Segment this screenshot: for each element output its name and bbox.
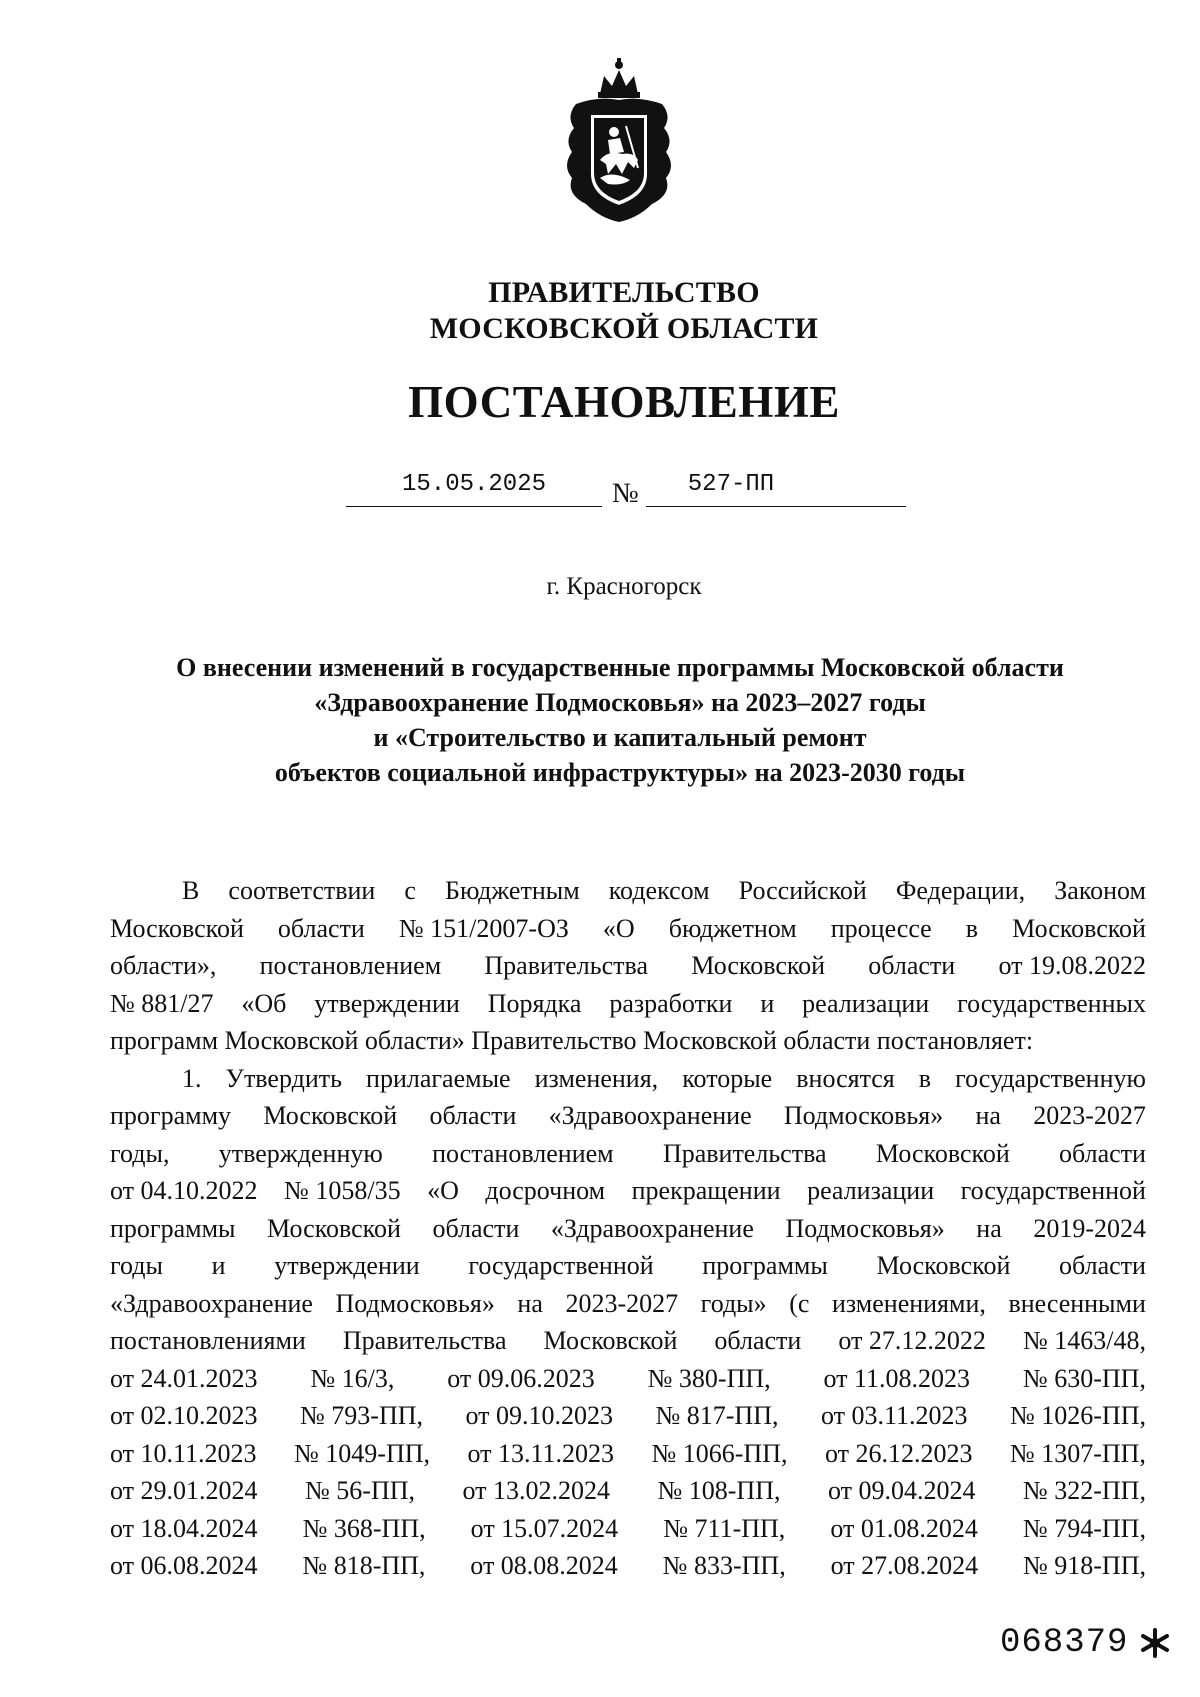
body-word: Московской (875, 1138, 1010, 1168)
body-word: области (432, 1213, 520, 1243)
body-word: соответствии (228, 876, 376, 905)
body-word: № 380-ПП, (647, 1363, 771, 1393)
body-word: от 13.11.2023 (467, 1438, 615, 1468)
body-word: «Здравоохранение (548, 1101, 752, 1130)
body-word: годы» (700, 1288, 767, 1318)
body-word: вносятся (796, 1063, 895, 1093)
body-word: Московской (876, 1251, 1011, 1280)
title-line: «Здравоохранение Подмосковья» на 2023–2027 годы (314, 688, 926, 717)
body-word: постановлениями (110, 1326, 306, 1355)
body-word: программу (110, 1101, 232, 1130)
body-word: годы (110, 1251, 163, 1280)
body-word: программы (110, 1213, 236, 1243)
city: г. Красногорск (546, 573, 702, 600)
body-word: Московской (1012, 913, 1146, 943)
body-word: Московской (263, 1101, 398, 1130)
body-word: (с (789, 1288, 810, 1318)
body-line (110, 985, 1146, 1023)
body-word: реализации (802, 988, 930, 1018)
body-word: утверждении (314, 988, 460, 1018)
body-word: которые (682, 1063, 773, 1093)
body-word: «О (602, 913, 635, 943)
form-serial-number: 068379 (1000, 1624, 1129, 1662)
body-word: 2023-2027 (565, 1288, 679, 1318)
org-name-line-1: ПРАВИТЕЛЬСТВО (488, 276, 760, 309)
body-line (110, 872, 1146, 910)
body-word: области (429, 1101, 517, 1130)
body-word: от 26.12.2023 (824, 1438, 973, 1468)
body-word: от 02.10.2023 (110, 1401, 258, 1430)
body-word: № 368-ПП, (302, 1513, 426, 1543)
body-line (110, 1360, 1146, 1398)
body-word: процессе (830, 913, 932, 943)
body-line (110, 1247, 1146, 1285)
body-word: № 151/2007-ОЗ (398, 913, 569, 943)
body-word: от 29.01.2024 (110, 1476, 258, 1505)
body-line (110, 1097, 1146, 1135)
body-word: с (404, 876, 416, 905)
body-word: № 1026-ПП, (1009, 1401, 1146, 1430)
document-date: 15.05.2025 (401, 471, 547, 498)
body-word: от 09.06.2023 (447, 1363, 595, 1393)
body-word: от 01.08.2024 (830, 1513, 978, 1543)
body-word: «Здравоохранение (110, 1288, 313, 1318)
body-word: внесенными (1008, 1288, 1146, 1318)
body-word: № 881/27 (110, 988, 214, 1018)
body-word: Российской (738, 876, 867, 905)
asterisk-icon (1138, 1626, 1172, 1660)
body-word: Правительства (342, 1326, 507, 1355)
body-word: постановлением (259, 951, 442, 980)
body-word: изменения, (534, 1063, 659, 1093)
body-word: постановлением (432, 1138, 614, 1168)
document-body (110, 872, 1146, 1585)
body-word: № 817-ПП, (655, 1401, 779, 1430)
body-word: 1. (182, 1063, 202, 1093)
body-word: от 19.08.2022 (998, 951, 1146, 980)
body-word: государственных (957, 988, 1146, 1018)
body-line (110, 1435, 1146, 1473)
body-word: прилагаемые (366, 1063, 511, 1093)
body-word: области (277, 913, 365, 943)
body-word: от 15.07.2024 (470, 1513, 619, 1543)
body-word: Законом (1054, 876, 1146, 905)
body-word: государственной (960, 1176, 1146, 1205)
body-word: «Об (241, 988, 287, 1018)
document-type: ПОСТАНОВЛЕНИЕ (408, 377, 840, 427)
body-word: области (714, 1326, 802, 1355)
number-underline (646, 506, 906, 507)
title-line: О внесении изменений в государственные программы Московской области (176, 653, 1064, 682)
body-word: № 322-ПП, (1022, 1476, 1146, 1505)
body-word: Московской (691, 951, 826, 980)
body-word: Бюджетным (445, 876, 580, 905)
body-word: № 56-ПП, (304, 1476, 416, 1505)
body-word: на (517, 1288, 543, 1318)
body-word: и (760, 988, 775, 1018)
body-line (110, 947, 1146, 985)
body-word: Московской (543, 1326, 678, 1355)
body-word: от 10.11.2023 (110, 1438, 257, 1468)
body-word: № 108-ПП, (657, 1476, 781, 1505)
body-word: от 03.11.2023 (820, 1401, 968, 1430)
body-word: от 13.02.2024 (462, 1476, 610, 1505)
title-line: объектов социальной инфраструктуры» на 2023-2030 годы (274, 758, 966, 787)
body-word: разработки (609, 988, 733, 1018)
coat-of-arms-icon (556, 56, 682, 226)
body-word: от 11.08.2023 (823, 1363, 971, 1393)
body-word: № 818-ПП, (302, 1551, 426, 1580)
body-line (110, 910, 1146, 948)
body-word: Подмосковья» (783, 1101, 944, 1130)
body-word: «О (427, 1176, 459, 1205)
body-line (110, 1060, 1146, 1098)
body-word: и (211, 1251, 226, 1280)
body-word: от 04.10.2022 (110, 1176, 258, 1205)
body-word: № 16/3, (310, 1363, 395, 1393)
body-line (110, 1322, 1146, 1360)
body-word: № 1463/48, (1022, 1326, 1146, 1355)
title-line: и «Строительство и капитальный ремонт (373, 723, 867, 752)
body-line (110, 1172, 1146, 1210)
body-word: № 1049-ПП, (294, 1438, 431, 1468)
body-word: от 27.12.2022 (838, 1326, 986, 1355)
body-word: Утвердить (225, 1063, 342, 1093)
body-word: в (965, 913, 979, 943)
body-word: Правительства (662, 1138, 827, 1168)
body-word: «Здравоохранение (550, 1213, 754, 1243)
body-word: Московской (267, 1213, 401, 1243)
body-word: области (868, 951, 956, 980)
body-line (110, 1210, 1146, 1248)
body-word: № 833-ПП, (662, 1551, 786, 1580)
body-word: области (1059, 1138, 1146, 1168)
body-line (110, 1135, 1146, 1173)
body-word: № 794-ПП, (1022, 1513, 1146, 1543)
body-word: на (976, 1213, 1002, 1243)
date-underline (346, 506, 602, 507)
body-word: В (182, 876, 200, 905)
body-word: № 1066-ПП, (651, 1438, 788, 1468)
body-line (110, 1397, 1146, 1435)
body-word: на (975, 1101, 1001, 1130)
body-word: государственной (468, 1251, 654, 1280)
body-word: № 1058/35 (284, 1176, 401, 1205)
body-line (110, 1285, 1146, 1323)
body-word: от 08.08.2024 (470, 1551, 618, 1580)
body-word: № 793-ПП, (299, 1401, 424, 1430)
body-word: от 09.10.2023 (465, 1401, 613, 1430)
document-number: 527-ПП (687, 471, 775, 498)
body-word: Подмосковья» (335, 1288, 495, 1318)
body-word: Порядка (487, 988, 582, 1018)
body-word: 2023-2027 (1033, 1101, 1146, 1130)
body-line (110, 1022, 1146, 1060)
body-word: Московской (110, 913, 244, 943)
body-word: в (918, 1063, 932, 1093)
body-word: реализации (807, 1176, 935, 1205)
body-word: № 630-ПП, (1022, 1363, 1146, 1393)
body-word: программ Московской области» Правительство Московской области постановляет: (110, 1026, 1034, 1055)
body-word: 2019-2024 (1033, 1213, 1146, 1243)
body-word: государственную (955, 1063, 1146, 1093)
body-word: утверждении (274, 1251, 420, 1280)
body-word: годы, (110, 1138, 170, 1168)
document-title (120, 650, 1120, 790)
body-word: досрочном (485, 1176, 606, 1205)
body-word: изменениями, (831, 1288, 986, 1318)
body-word: кодексом (608, 876, 710, 905)
body-word: бюджетном (668, 913, 797, 943)
body-word: программы (702, 1251, 828, 1280)
body-word: от 18.04.2024 (110, 1513, 258, 1543)
body-word: № 711-ПП, (663, 1513, 786, 1543)
body-line (110, 1547, 1146, 1585)
body-word: области», (110, 951, 217, 980)
body-word: Подмосковья» (785, 1213, 945, 1243)
body-word: Правительства (484, 951, 648, 980)
body-word: от 09.04.2024 (827, 1476, 976, 1505)
body-line (110, 1472, 1146, 1510)
org-name-line-2: МОСКОВСКОЙ ОБЛАСТИ (429, 312, 819, 345)
body-word: прекращении (631, 1176, 781, 1205)
body-word: № 1307-ПП, (1009, 1438, 1146, 1468)
body-word: от 06.08.2024 (110, 1551, 258, 1580)
body-word: № 918-ПП, (1022, 1551, 1146, 1580)
number-sign: № (612, 478, 639, 509)
body-word: от 27.08.2024 (830, 1551, 979, 1580)
body-word: от 24.01.2023 (110, 1363, 258, 1393)
body-line (110, 1510, 1146, 1548)
body-word: области (1059, 1251, 1146, 1280)
body-word: Федерации, (895, 876, 1026, 905)
body-word: утвержденную (218, 1138, 383, 1168)
